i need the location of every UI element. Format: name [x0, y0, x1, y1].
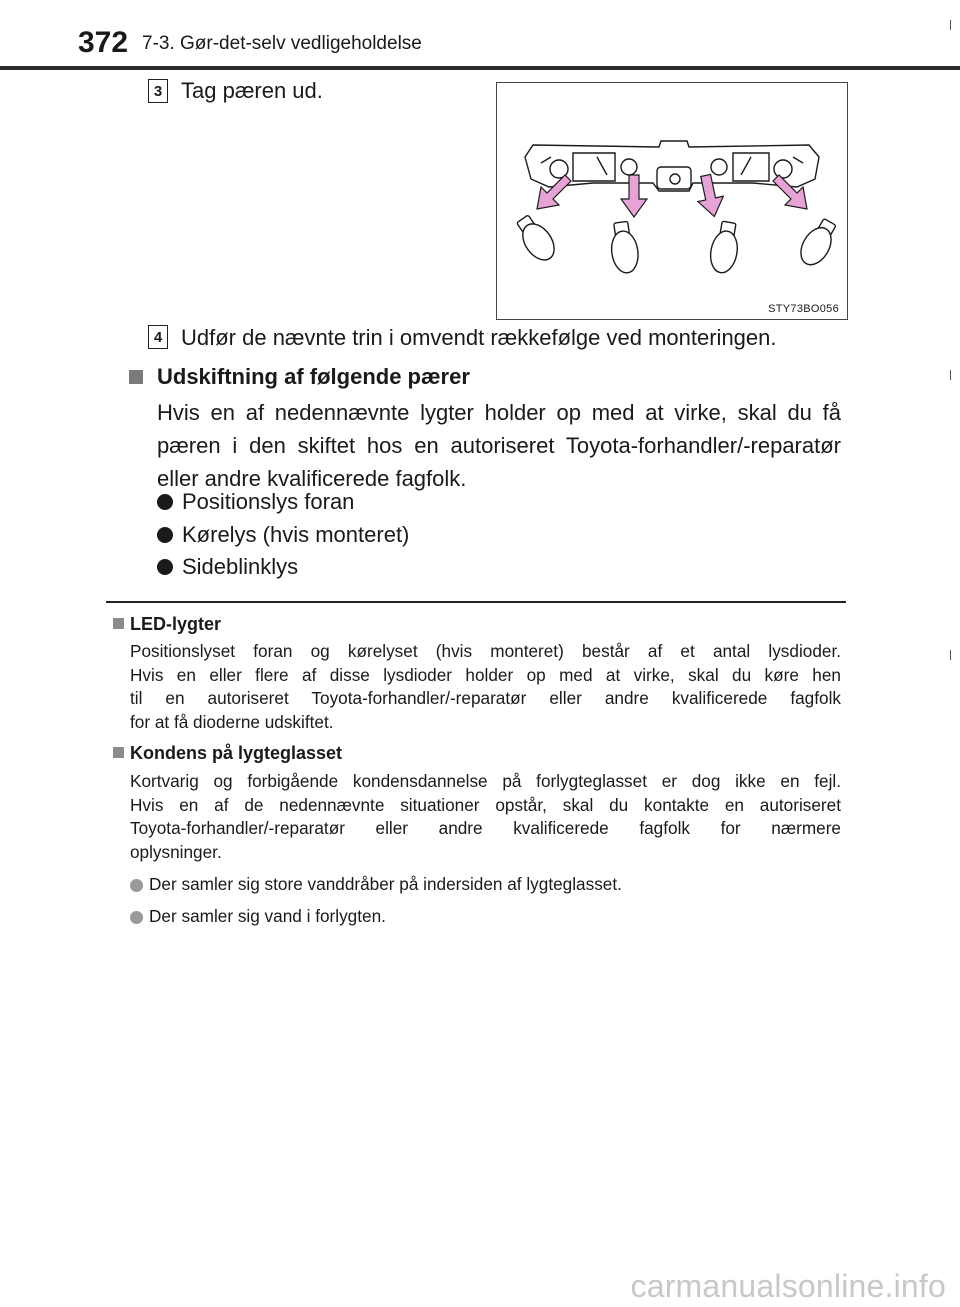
bullet-dot-icon: [157, 494, 173, 510]
bullet-dot-icon: [130, 911, 143, 924]
square-bullet-icon: [113, 747, 124, 758]
page-number: 372: [78, 26, 129, 59]
edge-tick: [950, 20, 951, 30]
step-3-badge: 3: [148, 79, 168, 103]
list-item: Sideblinklys: [182, 554, 299, 579]
list-item: Positionslys foran: [182, 489, 355, 514]
note-line: Hvis en eller flere af disse lysdioder holder op med at virke, skal du køre hen: [130, 664, 841, 685]
square-bullet-icon: [113, 618, 124, 629]
note-heading: LED-lygter: [130, 614, 222, 634]
header-rule: [0, 66, 960, 70]
bullet-dot-icon: [157, 527, 173, 543]
watermark: carmanualsonline.info: [630, 1268, 946, 1304]
edge-tick: [950, 650, 951, 660]
list-item: Kørelys (hvis monteret): [182, 522, 410, 547]
step-3-text: Tag pæren ud.: [181, 78, 323, 103]
paragraph-line: Hvis en af nedennævnte lygter holder op med at virke, skal du få: [157, 400, 841, 425]
section-title: 7-3. Gør-det-selv vedligeholdelse: [142, 33, 422, 54]
subsection-heading: Udskiftning af følgende pærer: [157, 364, 470, 389]
note-line: Kortvarig og forbigående kondensdannelse på forlygteglasset er dog ikke en fejl.: [130, 771, 841, 791]
note-heading: Kondens på lygteglasset: [130, 743, 343, 763]
edge-tick: [950, 370, 951, 380]
step-4-text: Udfør de nævnte trin i omvendt rækkefølge ved monteringen.: [181, 325, 777, 350]
section-divider: [106, 601, 846, 603]
note-list-item: Der samler sig store vanddråber på indersiden af lygteglasset.: [149, 874, 622, 894]
subsection-paragraph: [157, 396, 841, 495]
paragraph-line: eller andre kvalificerede fagfolk.: [157, 466, 467, 491]
note-line: Toyota-forhandler/-reparatør eller andre kvalificerede fagfolk for nærmere: [130, 818, 841, 839]
bulb-removal-figure: [496, 82, 848, 320]
note-line: for at få dioderne udskiftet.: [130, 712, 334, 733]
bullet-dot-icon: [130, 879, 143, 892]
paragraph-line: pæren i den skiftet hos en autoriseret Toyota-forhandler/-reparatør: [157, 433, 841, 458]
note-list-item: Der samler sig vand i forlygten.: [149, 906, 386, 926]
square-bullet-icon: [129, 370, 143, 384]
step-4-badge: 4: [148, 325, 168, 349]
note-line: til en autoriseret Toyota-forhandler/-reparatør eller andre kvalificerede fagfolk: [130, 688, 841, 709]
note-paragraph: [130, 640, 841, 735]
figure-code: STY73BO056: [768, 303, 839, 315]
note-line: Positionslyset foran og kørelyset (hvis monteret) består af et antal lysdioder.: [130, 641, 841, 661]
bulb-removal-illustration: [497, 83, 847, 319]
note-paragraph: [130, 770, 841, 865]
note-line: Hvis en af de nedennævnte situationer opstår, skal du kontakte en autoriseret: [130, 794, 841, 815]
note-line: oplysninger.: [130, 842, 222, 863]
bullet-dot-icon: [157, 559, 173, 575]
